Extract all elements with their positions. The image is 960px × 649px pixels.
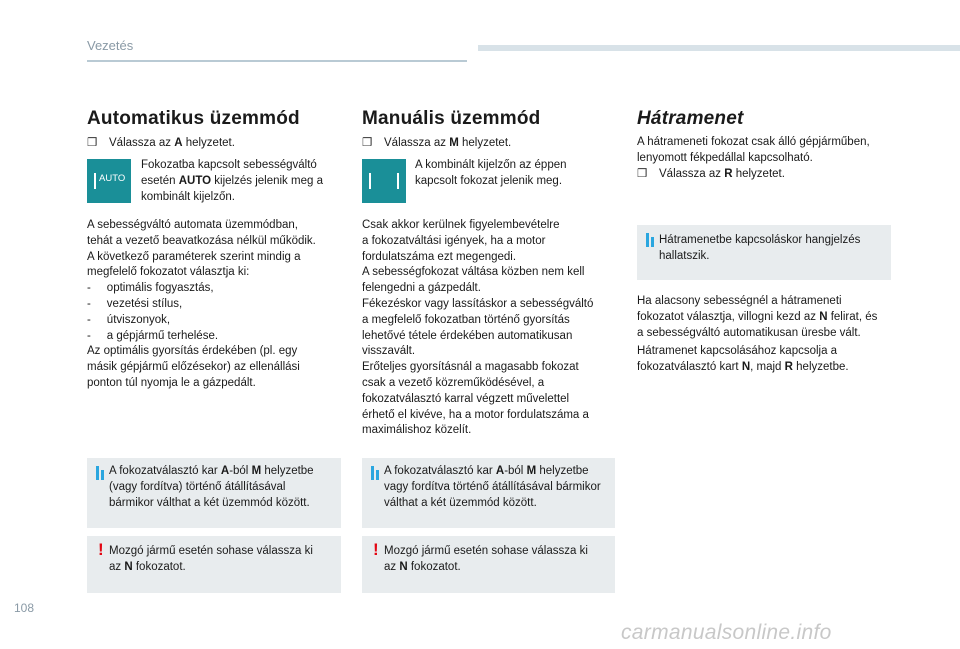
manual-title: Manuális üzemmód — [362, 108, 541, 129]
manual-icon-description: A kombinált kijelzőn az éppen kapcsolt fokozat jelenik meg. — [415, 159, 567, 187]
header-band — [478, 45, 960, 51]
page-number: 108 — [14, 601, 35, 615]
exclamation-icon: ! — [98, 540, 104, 559]
checkbox-bullet-icon: ❒ — [87, 137, 98, 149]
reverse-title: Hátramenet — [637, 108, 744, 129]
exclamation-icon: ! — [373, 540, 379, 559]
reverse-paragraph-1: Ha alacsony sebességnél a hátrameneti fokozatot választja, villogni kezd az N felirat, és a sebességváltó automatikusan üresbe vált. — [637, 295, 878, 339]
reverse-info-note: Hátramenetbe kapcsoláskor hangjelzés hallatszik. — [637, 225, 891, 280]
auto-icon-description: Fokozatba kapcsolt sebességváltó esetén AUTO kijelzés jelenik meg a kombinált kijelzőn. — [141, 159, 323, 203]
watermark: carmanualsonline.info — [621, 621, 832, 644]
info-bar-icon — [646, 233, 656, 252]
reverse-bullet: ❒ Válassza az R helyzetet. — [637, 167, 785, 183]
manual-info-note: A fokozatválasztó kar A-ból M helyzetbe vagy fordítva történő átállításával bármikor válthat a két üzemmód között. — [362, 458, 615, 528]
manual-indicator-icon — [362, 159, 406, 203]
checkbox-bullet-icon: ❒ — [362, 137, 373, 149]
header-section-title: Vezetés — [87, 38, 134, 53]
manual-warning-note: ! Mozgó jármű esetén sohase válassza ki az N fokozatot. — [362, 536, 615, 593]
info-bar-icon — [96, 466, 106, 485]
manual-bullet: ❒ Válassza az M helyzetet. — [362, 136, 511, 152]
auto-warning-note: ! Mozgó jármű esetén sohase válassza ki az N fokozatot. — [87, 536, 341, 593]
checkbox-bullet-icon: ❒ — [637, 168, 648, 180]
reverse-paragraph-2: Hátramenet kapcsolásához kapcsolja a fokozatválasztó kart N, majd R helyzetbe. — [637, 345, 849, 373]
auto-body-text: A sebességváltó automata üzemmódban, tehát a vezető beavatkozása nélkül működik. A következő paraméterek szerint mindig a megfelelő fokozatot választja ki: - optimális fogyasztás, - vezetési stílus, - útviszonyok, - a gépjármű terhelése. Az optimális gyorsítás érdekében (pl. egy másik gépjármű előzésekor) az ellenállási ponton túl nyomja le a gázpedált. — [87, 219, 316, 389]
header-rule — [87, 60, 467, 62]
reverse-intro: A hátrameneti fokozat csak álló gépjárműben, lenyomott fékpedállal kapcsolható. — [637, 136, 870, 164]
manual-body-text: Csak akkor kerülnek figyelembevételre a fokozatváltási igények, ha a motor fordulatszáma ezt megengedi. A sebességfokozat váltása közben nem kell felengedni a gázpedált. Fékezéskor vagy lassításkor a sebességváltó a megfelelő fokozatban történő gyorsítás lehetővé tétele érdekében automatikusan visszavált. Erőteljes gyorsításnál a magasabb fokozat csak a vezető közreműködésével, a fokozatválasztó karral végzett művelettel érhető el kivéve, ha a motor fordulatszáma a maximálishoz közelít. — [362, 219, 594, 437]
auto-bullet: ❒ Válassza az A helyzetet. — [87, 136, 235, 152]
info-bar-icon — [371, 466, 381, 485]
auto-indicator-icon: AUTO — [87, 159, 131, 203]
auto-title: Automatikus üzemmód — [87, 108, 300, 129]
auto-info-note: A fokozatválasztó kar A-ból M helyzetbe (vagy fordítva) történő átállításával bármikor válthat a két üzemmód között. — [87, 458, 341, 528]
